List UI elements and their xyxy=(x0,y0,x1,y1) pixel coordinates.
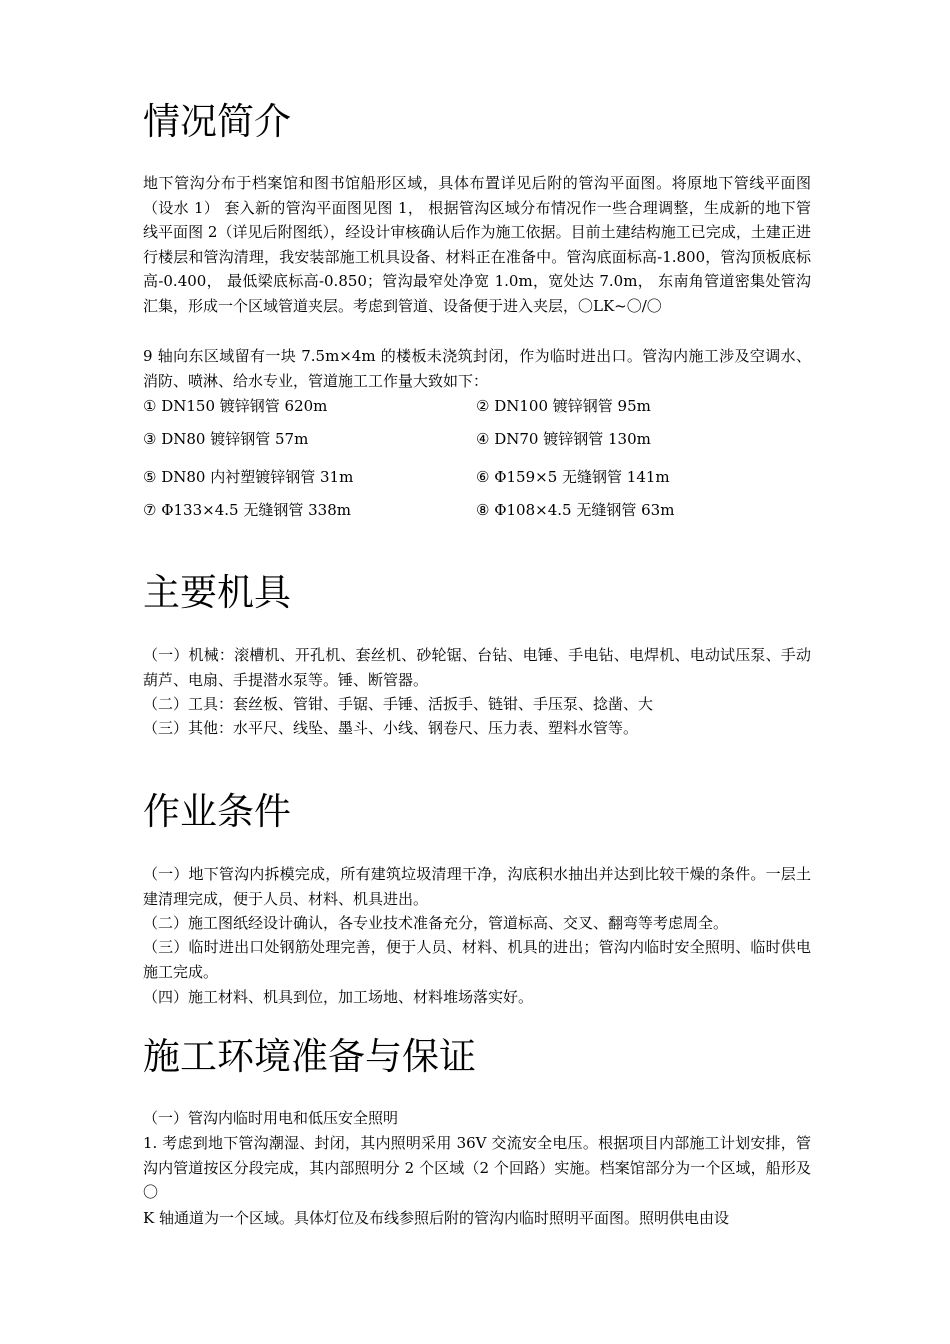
conditions-line-2: （二）施工图纸经设计确认，各专业技术准备充分，管道标高、交叉、翻弯等考虑周全。 xyxy=(143,914,729,932)
material-item: ④ DN70 镀锌钢管 130m xyxy=(476,430,651,448)
environment-line-3: K 轴通道为一个区域。具体灯位及布线参照后附的管沟内临时照明平面图。照明供电由设 xyxy=(143,1209,729,1227)
material-item: ⑤ DN80 内衬塑镀锌钢管 31m xyxy=(143,468,354,486)
conditions-paragraph-1: （一）地下管沟内拆模完成，所有建筑垃圾清理干净，沟底积水抽出并达到比较干燥的条件。一层土建清理完成，便于人员、材料、机具进出。 xyxy=(143,865,811,908)
conditions-paragraph-3: （三）临时进出口处钢筋处理完善，便于人员、材料、机具的进出；管沟内临时安全照明、临时供电施工完成。 xyxy=(143,938,811,981)
section-heading-environment: 施工环境准备与保证 xyxy=(143,1035,476,1078)
material-item: ① DN150 镀锌钢管 620m xyxy=(143,397,328,415)
material-item: ② DN100 镀锌钢管 95m xyxy=(476,397,651,415)
material-item: ⑧ Φ108×4.5 无缝钢管 63m xyxy=(476,501,675,519)
environment-line-1: （一）管沟内临时用电和低压安全照明 xyxy=(143,1109,399,1127)
material-item: ⑥ Φ159×5 无缝钢管 141m xyxy=(476,468,670,486)
equipment-line-2: （二）工具：套丝板、管钳、手锯、手锤、活扳手、链钳、手压泵、捻凿、大 xyxy=(143,695,654,713)
section-heading-overview: 情况简介 xyxy=(143,100,291,143)
environment-paragraph-2: 1. 考虑到地下管沟潮湿、封闭，其内照明采用 36V 交流安全电压。根据项目内部施工计划安排，管沟内管道按区分段完成，其内部照明分 2 个区域（2 个回路）实施。档案馆部分为一个区域，船形及〇 xyxy=(143,1134,811,1201)
overview-paragraph-2: 9 轴向东区域留有一块 7.5m×4m 的楼板未浇筑封闭，作为临时进出口。管沟内施工涉及空调水、消防、喷淋、给水专业，管道施工工作量大致如下： xyxy=(143,347,811,390)
conditions-line-4: （四）施工材料、机具到位，加工场地、材料堆场落实好。 xyxy=(143,988,534,1006)
material-item: ③ DN80 镀锌钢管 57m xyxy=(143,430,309,448)
material-item: ⑦ Φ133×4.5 无缝钢管 338m xyxy=(143,501,351,519)
overview-paragraph-1: 地下管沟分布于档案馆和图书馆船形区域，具体布置详见后附的管沟平面图。将原地下管线平面图（设水 1） 套入新的管沟平面图见图 1， 根据管沟区域分布情况作一些合理调整，生成新的地下管线平面图 2（详见后附图纸），经设计审核确认后作为施工依据。目前土建结构施工已完成，土建正进行楼层和管沟清理，我安装部施工机具设备、材料正在准备中。管沟底面标高-1.800，管沟顶板底标高-0.400， 最低梁底标高-0.850；管沟最窄处净宽 1.0m，宽处达 7.0m， 东南角管道密集处管沟汇集，形成一个区域管道夹层。考虑到管道、设备便于进入夹层，〇LK~〇/〇 xyxy=(143,174,811,315)
equipment-line-3: （三）其他：水平尺、线坠、墨斗、小线、钢卷尺、压力表、塑料水管等。 xyxy=(143,719,639,737)
equipment-paragraph-1: （一）机械：滚槽机、开孔机、套丝机、砂轮锯、台钻、电锤、手电钻、电焊机、电动试压泵、手动葫芦、电扇、手提潜水泵等。锤、断管器。 xyxy=(143,646,811,689)
section-heading-conditions: 作业条件 xyxy=(143,790,291,833)
section-heading-equipment: 主要机具 xyxy=(143,571,291,614)
